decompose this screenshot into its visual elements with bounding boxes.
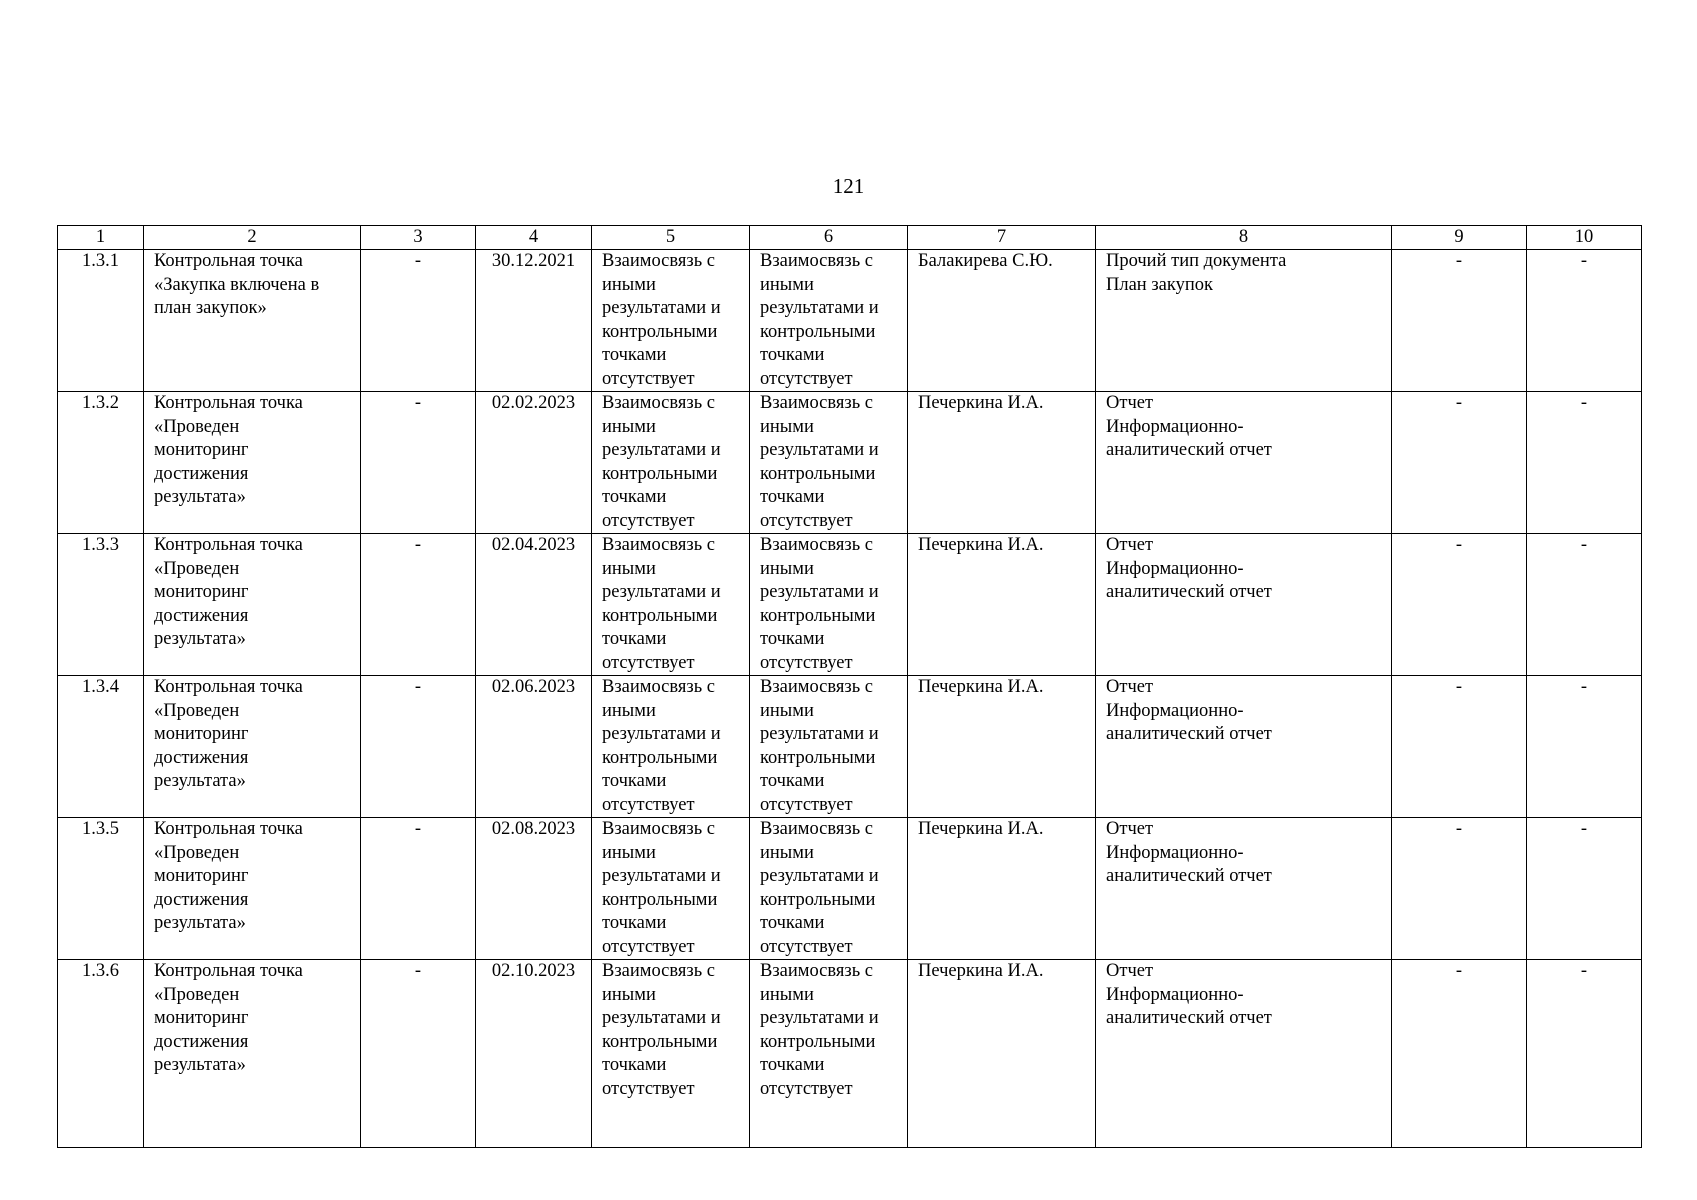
cell-text-line: отсутствует: [602, 794, 695, 815]
column-header: 2: [144, 226, 361, 250]
cell-text-line: отсутствует: [602, 510, 695, 531]
cell-text-line: иными: [602, 984, 656, 1005]
cell-col10: -: [1527, 534, 1642, 676]
cell-text-line: точками: [760, 771, 825, 791]
cell-text-line: точками: [602, 345, 667, 365]
cell-control-point-name: [144, 534, 361, 676]
cell-text-line: аналитический отчет: [1106, 866, 1272, 886]
cell-text-line: иными: [602, 274, 656, 295]
cell-text-line: контрольными: [760, 605, 876, 626]
cell-text-line: точками: [602, 913, 667, 933]
cell-number: 1.3.2: [58, 392, 144, 534]
cell-text-line: отсутствует: [602, 1078, 695, 1099]
cell-link-next: [750, 676, 908, 818]
cell-text-line: отсутствует: [760, 510, 853, 531]
cell-text-line: Взаимосвязь с: [760, 251, 873, 271]
cell-link-next: [750, 818, 908, 960]
cell-text-line: точками: [602, 629, 667, 649]
cell-text-line: Взаимосвязь с: [760, 535, 873, 555]
cell-text-line: иными: [602, 558, 656, 579]
cell-link-previous: [592, 818, 750, 960]
column-header: 8: [1096, 226, 1392, 250]
cell-text-line: иными: [760, 274, 814, 295]
cell-text-line: точками: [760, 1055, 825, 1075]
table-row: [58, 250, 1642, 392]
cell-text-line: результатами и: [760, 1008, 879, 1028]
cell-text-line: аналитический отчет: [1106, 724, 1272, 744]
cell-text-line: «Закупка включена в: [154, 274, 320, 295]
cell-link-next: [750, 534, 908, 676]
cell-text-line: «Проведен: [154, 416, 240, 437]
cell-text-line: результата»: [154, 771, 246, 791]
cell-text-line: результата»: [154, 487, 246, 507]
cell-text-line: мониторинг: [154, 1008, 249, 1028]
cell-text-line: Информационно-: [1106, 842, 1244, 863]
table-row: [58, 676, 1642, 818]
cell-document: [1096, 534, 1392, 676]
cell-text-line: отсутствует: [760, 936, 853, 957]
cell-responsible: Печеркина И.А.: [908, 534, 1096, 676]
cell-text-line: достижения: [154, 463, 249, 484]
cell-col9: -: [1392, 960, 1527, 1148]
cell-responsible: Печеркина И.А.: [908, 676, 1096, 818]
column-header: 3: [361, 226, 476, 250]
cell-text-line: контрольными: [760, 747, 876, 768]
cell-col3: -: [361, 534, 476, 676]
cell-text-line: Взаимосвязь с: [602, 819, 715, 839]
cell-control-point-name: [144, 250, 361, 392]
cell-text-line: Взаимосвязь с: [760, 393, 873, 413]
cell-link-next: [750, 960, 908, 1148]
cell-number: 1.3.1: [58, 250, 144, 392]
column-header: 1: [58, 226, 144, 250]
cell-text-line: контрольными: [760, 463, 876, 484]
cell-text-line: иными: [602, 842, 656, 863]
cell-text-line: «Проведен: [154, 700, 240, 721]
cell-text-line: контрольными: [602, 747, 718, 768]
cell-control-point-name: [144, 676, 361, 818]
cell-text-line: результатами и: [760, 440, 879, 460]
column-header: 5: [592, 226, 750, 250]
column-header: 9: [1392, 226, 1527, 250]
cell-link-next: [750, 392, 908, 534]
cell-text-line: Контрольная точка: [154, 251, 303, 271]
cell-text-line: точками: [760, 913, 825, 933]
cell-text-line: иными: [602, 700, 656, 721]
cell-control-point-name: [144, 392, 361, 534]
column-header: 6: [750, 226, 908, 250]
cell-link-next: [750, 250, 908, 392]
cell-text-line: контрольными: [760, 1031, 876, 1052]
cell-document: [1096, 392, 1392, 534]
cell-text-line: Информационно-: [1106, 416, 1244, 437]
cell-text-line: результатами и: [602, 440, 721, 460]
cell-link-previous: [592, 960, 750, 1148]
cell-text-line: Информационно-: [1106, 700, 1244, 721]
cell-text-line: иными: [760, 700, 814, 721]
cell-text-line: иными: [602, 416, 656, 437]
cell-document: [1096, 676, 1392, 818]
cell-text-line: мониторинг: [154, 582, 249, 602]
cell-text-line: Взаимосвязь с: [602, 535, 715, 555]
column-numbers-row: [58, 226, 1642, 250]
cell-text-line: «Проведен: [154, 842, 240, 863]
cell-col3: -: [361, 676, 476, 818]
cell-text-line: иными: [760, 416, 814, 437]
cell-text-line: контрольными: [602, 321, 718, 342]
cell-col9: -: [1392, 250, 1527, 392]
cell-text-line: мониторинг: [154, 866, 249, 886]
cell-text-line: Информационно-: [1106, 558, 1244, 579]
cell-text-line: Контрольная точка: [154, 393, 303, 413]
cell-text-line: точками: [602, 487, 667, 507]
cell-text-line: аналитический отчет: [1106, 582, 1272, 602]
cell-date: 02.06.2023: [476, 676, 592, 818]
cell-number: 1.3.4: [58, 676, 144, 818]
cell-text-line: отсутствует: [602, 936, 695, 957]
cell-text-line: мониторинг: [154, 440, 249, 460]
cell-text-line: Контрольная точка: [154, 819, 303, 839]
cell-text-line: достижения: [154, 605, 249, 626]
cell-text-line: контрольными: [760, 321, 876, 342]
cell-text-line: результата»: [154, 1055, 246, 1075]
cell-text-line: Контрольная точка: [154, 961, 303, 981]
cell-text-line: контрольными: [602, 1031, 718, 1052]
cell-text-line: отсутствует: [760, 1078, 853, 1099]
cell-col10: -: [1527, 250, 1642, 392]
cell-text-line: Отчет: [1106, 961, 1154, 981]
cell-text-line: Взаимосвязь с: [602, 961, 715, 981]
cell-text-line: Взаимосвязь с: [602, 251, 715, 271]
cell-date: 02.10.2023: [476, 960, 592, 1148]
cell-control-point-name: [144, 818, 361, 960]
cell-control-point-name: [144, 960, 361, 1148]
table-row: [58, 534, 1642, 676]
cell-col3: -: [361, 392, 476, 534]
cell-text-line: План закупок: [1106, 274, 1213, 295]
cell-col10: -: [1527, 960, 1642, 1148]
cell-col9: -: [1392, 676, 1527, 818]
cell-document: [1096, 960, 1392, 1148]
cell-text-line: достижения: [154, 747, 249, 768]
cell-text-line: Прочий тип документа: [1106, 251, 1287, 271]
cell-col9: -: [1392, 392, 1527, 534]
cell-text-line: отсутствует: [760, 368, 853, 389]
cell-date: 02.04.2023: [476, 534, 592, 676]
cell-text-line: точками: [760, 345, 825, 365]
cell-text-line: контрольными: [760, 889, 876, 910]
cell-text-line: достижения: [154, 889, 249, 910]
cell-text-line: результатами и: [602, 866, 721, 886]
table-body: [58, 250, 1642, 1148]
cell-col3: -: [361, 818, 476, 960]
cell-text-line: достижения: [154, 1031, 249, 1052]
cell-text-line: точками: [602, 1055, 667, 1075]
table-row: [58, 960, 1642, 1148]
cell-text-line: Взаимосвязь с: [760, 961, 873, 981]
cell-text-line: результатами и: [760, 866, 879, 886]
cell-text-line: Отчет: [1106, 393, 1154, 413]
cell-text-line: результатами и: [602, 1008, 721, 1028]
cell-text-line: точками: [760, 629, 825, 649]
cell-col10: -: [1527, 818, 1642, 960]
cell-date: 02.08.2023: [476, 818, 592, 960]
cell-text-line: точками: [602, 771, 667, 791]
cell-text-line: результатами и: [602, 724, 721, 744]
cell-text-line: план закупок»: [154, 298, 267, 318]
cell-text-line: точками: [760, 487, 825, 507]
cell-document: [1096, 818, 1392, 960]
cell-link-previous: [592, 250, 750, 392]
cell-document: [1096, 250, 1392, 392]
cell-text-line: результата»: [154, 913, 246, 933]
cell-text-line: иными: [760, 558, 814, 579]
cell-text-line: аналитический отчет: [1106, 440, 1272, 460]
cell-text-line: отсутствует: [602, 652, 695, 673]
cell-text-line: отсутствует: [760, 652, 853, 673]
cell-text-line: Информационно-: [1106, 984, 1244, 1005]
cell-text-line: результатами и: [602, 298, 721, 318]
cell-text-line: аналитический отчет: [1106, 1008, 1272, 1028]
cell-text-line: контрольными: [602, 605, 718, 626]
column-header: 10: [1527, 226, 1642, 250]
cell-text-line: Взаимосвязь с: [602, 393, 715, 413]
column-header: 4: [476, 226, 592, 250]
cell-col10: -: [1527, 676, 1642, 818]
cell-date: 02.02.2023: [476, 392, 592, 534]
cell-text-line: мониторинг: [154, 724, 249, 744]
cell-number: 1.3.6: [58, 960, 144, 1148]
cell-text-line: результатами и: [602, 582, 721, 602]
cell-link-previous: [592, 534, 750, 676]
cell-text-line: Контрольная точка: [154, 677, 303, 697]
table-row: [58, 392, 1642, 534]
cell-responsible: Печеркина И.А.: [908, 818, 1096, 960]
cell-text-line: Взаимосвязь с: [602, 677, 715, 697]
cell-text-line: результатами и: [760, 298, 879, 318]
cell-link-previous: [592, 392, 750, 534]
cell-col3: -: [361, 250, 476, 392]
cell-text-line: Взаимосвязь с: [760, 819, 873, 839]
column-header: 7: [908, 226, 1096, 250]
cell-number: 1.3.5: [58, 818, 144, 960]
cell-responsible: Балакирева С.Ю.: [908, 250, 1096, 392]
cell-responsible: Печеркина И.А.: [908, 960, 1096, 1148]
cell-col9: -: [1392, 534, 1527, 676]
cell-text-line: «Проведен: [154, 984, 240, 1005]
cell-text-line: результата»: [154, 629, 246, 649]
cell-col3: -: [361, 960, 476, 1148]
cell-text-line: Отчет: [1106, 677, 1154, 697]
cell-text-line: результатами и: [760, 724, 879, 744]
page-number: 121: [832, 174, 865, 198]
cell-date: 30.12.2021: [476, 250, 592, 392]
cell-text-line: отсутствует: [602, 368, 695, 389]
cell-col9: -: [1392, 818, 1527, 960]
cell-text-line: иными: [760, 984, 814, 1005]
cell-responsible: Печеркина И.А.: [908, 392, 1096, 534]
cell-link-previous: [592, 676, 750, 818]
cell-text-line: отсутствует: [760, 794, 853, 815]
cell-text-line: иными: [760, 842, 814, 863]
table-row: [58, 818, 1642, 960]
cell-col10: -: [1527, 392, 1642, 534]
cell-text-line: Отчет: [1106, 819, 1154, 839]
cell-text-line: результатами и: [760, 582, 879, 602]
cell-text-line: Контрольная точка: [154, 535, 303, 555]
cell-text-line: контрольными: [602, 889, 718, 910]
cell-text-line: Взаимосвязь с: [760, 677, 873, 697]
control-points-table: [57, 225, 1642, 1148]
cell-text-line: «Проведен: [154, 558, 240, 579]
cell-text-line: Отчет: [1106, 535, 1154, 555]
cell-text-line: контрольными: [602, 463, 718, 484]
cell-number: 1.3.3: [58, 534, 144, 676]
